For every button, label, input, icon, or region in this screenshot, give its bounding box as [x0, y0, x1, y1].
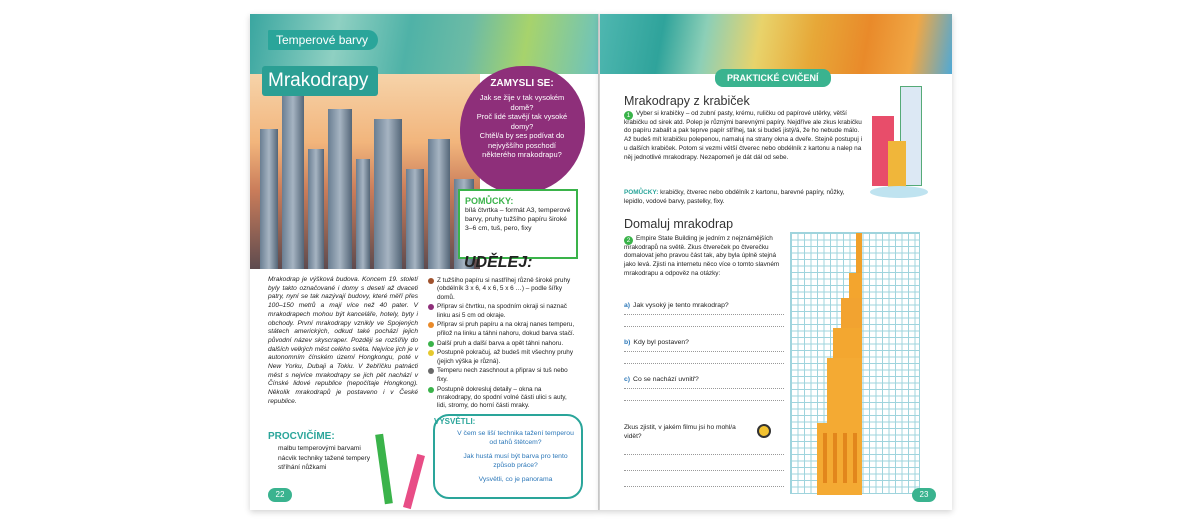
bullet-icon	[428, 304, 434, 310]
procvicime-item: malbu temperovými barvami	[278, 445, 361, 452]
film-question: Zkus zjistit, v jakém filmu jsi ho mohl/a vidět?	[624, 424, 736, 440]
skyline-photo	[250, 74, 480, 269]
step-item	[428, 367, 578, 384]
question-label: c)	[624, 376, 631, 383]
practical-badge: PRAKTICKÉ CVIČENÍ	[715, 69, 831, 87]
answer-line[interactable]	[624, 470, 784, 471]
intro-text: Mrakodrap je výšková budova. Koncem 19. století byly takto označované i domy s deseti až dvaceti patry, nyní se tak nazývají budovy, které měří přes 100–150 metrů a mají více než 40 pater. V mrakodrapech mohou být kanceláře, hotely, byty i obchody. První mrakodrapy vznikly ve Spojených státech amerických, odkud také pochází jejich původní název skyscraper. Později se rozšířily do dalších velkých měst celého světa. Nejvíce jich je v autonomním čínském území Hongkongu, poté v New Yorku, Dubaji a Tokiu. V žebříčku patnácti měst s nejvíce mrakodrapy se jich pět nachází v Čínské lidové republice (nepočítaje Hongkong). Několik mrakodrapů je postaveno i v České republice.	[268, 276, 418, 405]
vysvetli-title: VYSVĚTLI:	[434, 417, 476, 426]
question-label: a)	[624, 302, 631, 309]
step-text: Další pruh a další barva a opět táhni nahoru.	[437, 339, 564, 347]
right-page	[600, 14, 952, 510]
step-number: 2	[624, 236, 633, 245]
bullet-icon	[428, 278, 434, 284]
answer-line[interactable]	[624, 388, 784, 389]
vysvetli-question: V čem se liší technika tažení temperou od tahů štětcem?	[457, 430, 574, 446]
pomucky-text: bílá čtvrtka – formát A3, temperové barvy, pruhy tužšího papíru široké 3–6 cm, tuš, pero, fixy	[465, 207, 571, 232]
question-item	[624, 339, 689, 346]
bullet-icon	[428, 322, 434, 328]
pomucky-box	[458, 189, 578, 259]
empire-state-half	[791, 233, 921, 495]
answer-line[interactable]	[624, 363, 784, 364]
chapter-tab: Temperové barvy	[268, 30, 378, 50]
building	[282, 94, 304, 269]
drawing-grid[interactable]	[790, 232, 920, 494]
procvicime-list	[272, 444, 412, 473]
building	[328, 109, 352, 269]
page-title: Mrakodrapy	[262, 66, 378, 96]
bullet-icon	[428, 341, 434, 347]
question-item	[624, 376, 699, 383]
building	[308, 149, 324, 269]
step-item	[428, 277, 578, 302]
section1-pomucky	[624, 189, 864, 206]
zamysli-title: ZAMYSLI SE:	[490, 78, 554, 89]
procvicime-title: PROCVIČÍME:	[268, 431, 335, 442]
procvicime-item: stříhání nůžkami	[278, 464, 327, 471]
answer-line[interactable]	[624, 314, 784, 315]
question-label: b)	[624, 339, 631, 346]
section1-text: Vyber si krabičky – od zubní pasty, krému, ruličku od papírové utěrky, větší krabičku od sirek atd. Polep je různými barevnými papíry. Nejdříve ale zkus krabičku do papíru zabalit a pak teprve papír stříhej, tak si budeš jistý/á, že ho nebude málo. Až budeš mít krabičku polepenou, namaluj na strany okna a dveře. Stejně postupuj i u dalších krabiček. Potom si vezmi větší čtverec nebo obdélník z kartonu a nalep na něj jednotlivé mrakodrapy. Nezapomeň je dát dál od sebe.	[624, 110, 863, 161]
step-item	[428, 386, 578, 411]
vysvetli-list	[453, 429, 578, 489]
step-text: Připrav si pruh papíru a na okraj nanes temperu, přilož na linku a táhni nahoru, dokud barva stačí.	[437, 321, 575, 337]
globe-icon	[757, 424, 771, 438]
bullet-icon	[428, 387, 434, 393]
section2-text: Empire State Building je jedním z nejznámějších mrakodrapů na světě. Zkus čtvereček po čtverečku domalovat jeho pravou část tak, aby byla úplně stejná jako levá. Zjisti na internetu něco více o tomto slavném mrakodrapu a odpověz na otázky:	[624, 235, 780, 277]
step-item	[428, 349, 578, 366]
pomucky-text: krabičky, čtverec nebo obdélník z kartonu, barevné papíry, nůžky, lepidlo, vodové barvy, pastelky, fixy.	[624, 189, 845, 205]
procvicime-item: nácvik techniky tažené tempery	[278, 454, 370, 462]
answer-line[interactable]	[624, 400, 784, 401]
box-skyscraper-illustration	[870, 86, 930, 201]
section2-title: Domaluj mrakodrap	[624, 217, 734, 231]
step-item	[428, 340, 578, 348]
answer-line[interactable]	[624, 326, 784, 327]
question-item	[624, 302, 729, 309]
step-text: Připrav si čtvrtku, na spodním okraji si naznač linku asi 5 cm od okraje.	[437, 303, 567, 319]
step-item	[428, 303, 578, 320]
answer-line[interactable]	[624, 351, 784, 352]
page-number: 23	[912, 488, 936, 502]
page-number: 22	[268, 488, 292, 502]
building	[260, 129, 278, 269]
paint-header-strip	[600, 14, 952, 74]
building	[374, 119, 402, 269]
bullet-icon	[428, 350, 434, 356]
steps-list	[428, 277, 578, 412]
step-number: 1	[624, 111, 633, 120]
building	[356, 159, 370, 269]
building	[406, 169, 424, 269]
step-item	[428, 321, 578, 338]
building	[428, 139, 450, 269]
left-page	[250, 14, 600, 510]
answer-line[interactable]	[624, 486, 784, 487]
answer-line[interactable]	[624, 454, 784, 455]
pomucky-label: POMŮCKY:	[624, 189, 659, 196]
question-text: Co se nachází uvnitř?	[633, 376, 699, 383]
zamysli-text: Jak se žije v tak vysokém domě? Proč lidé stavějí tak vysoké domy? Chtěl/a by ses podívat do nejvyššího poschodí některého mrakodrapu?	[476, 93, 568, 159]
section1-title: Mrakodrapy z krabiček	[624, 94, 750, 108]
udelej-title: UDĚLEJ:	[464, 254, 533, 271]
step-text: Z tužšího papíru si nastříhej různě široké pruhy (obdélník 3 x 6, 4 x 6, 5 x 6 …) – podle šířky domů.	[437, 277, 571, 301]
question-text: Jak vysoký je tento mrakodrap?	[633, 302, 729, 309]
question-text: Kdy byl postaven?	[633, 339, 689, 346]
vysvetli-question: Vysvětli, co je panorama	[478, 476, 553, 483]
step-text: Temperu nech zaschnout a připrav si tuš nebo fixy.	[437, 367, 568, 383]
step-text: Postupně dokresluj detaily – okna na mrakodrapy, do spodní volné části ulici s auty, lidi, stromy, do horní části mraky.	[437, 385, 567, 410]
pomucky-title: POMŮCKY:	[465, 196, 514, 206]
think-blob	[460, 66, 585, 194]
vysvetli-question: Jak hustá musí být barva pro tento způsob práce?	[463, 453, 568, 469]
bullet-icon	[428, 368, 434, 374]
step-text: Postupně pokračuj, až budeš mít všechny pruhy (jejich výška je různá).	[437, 349, 574, 365]
